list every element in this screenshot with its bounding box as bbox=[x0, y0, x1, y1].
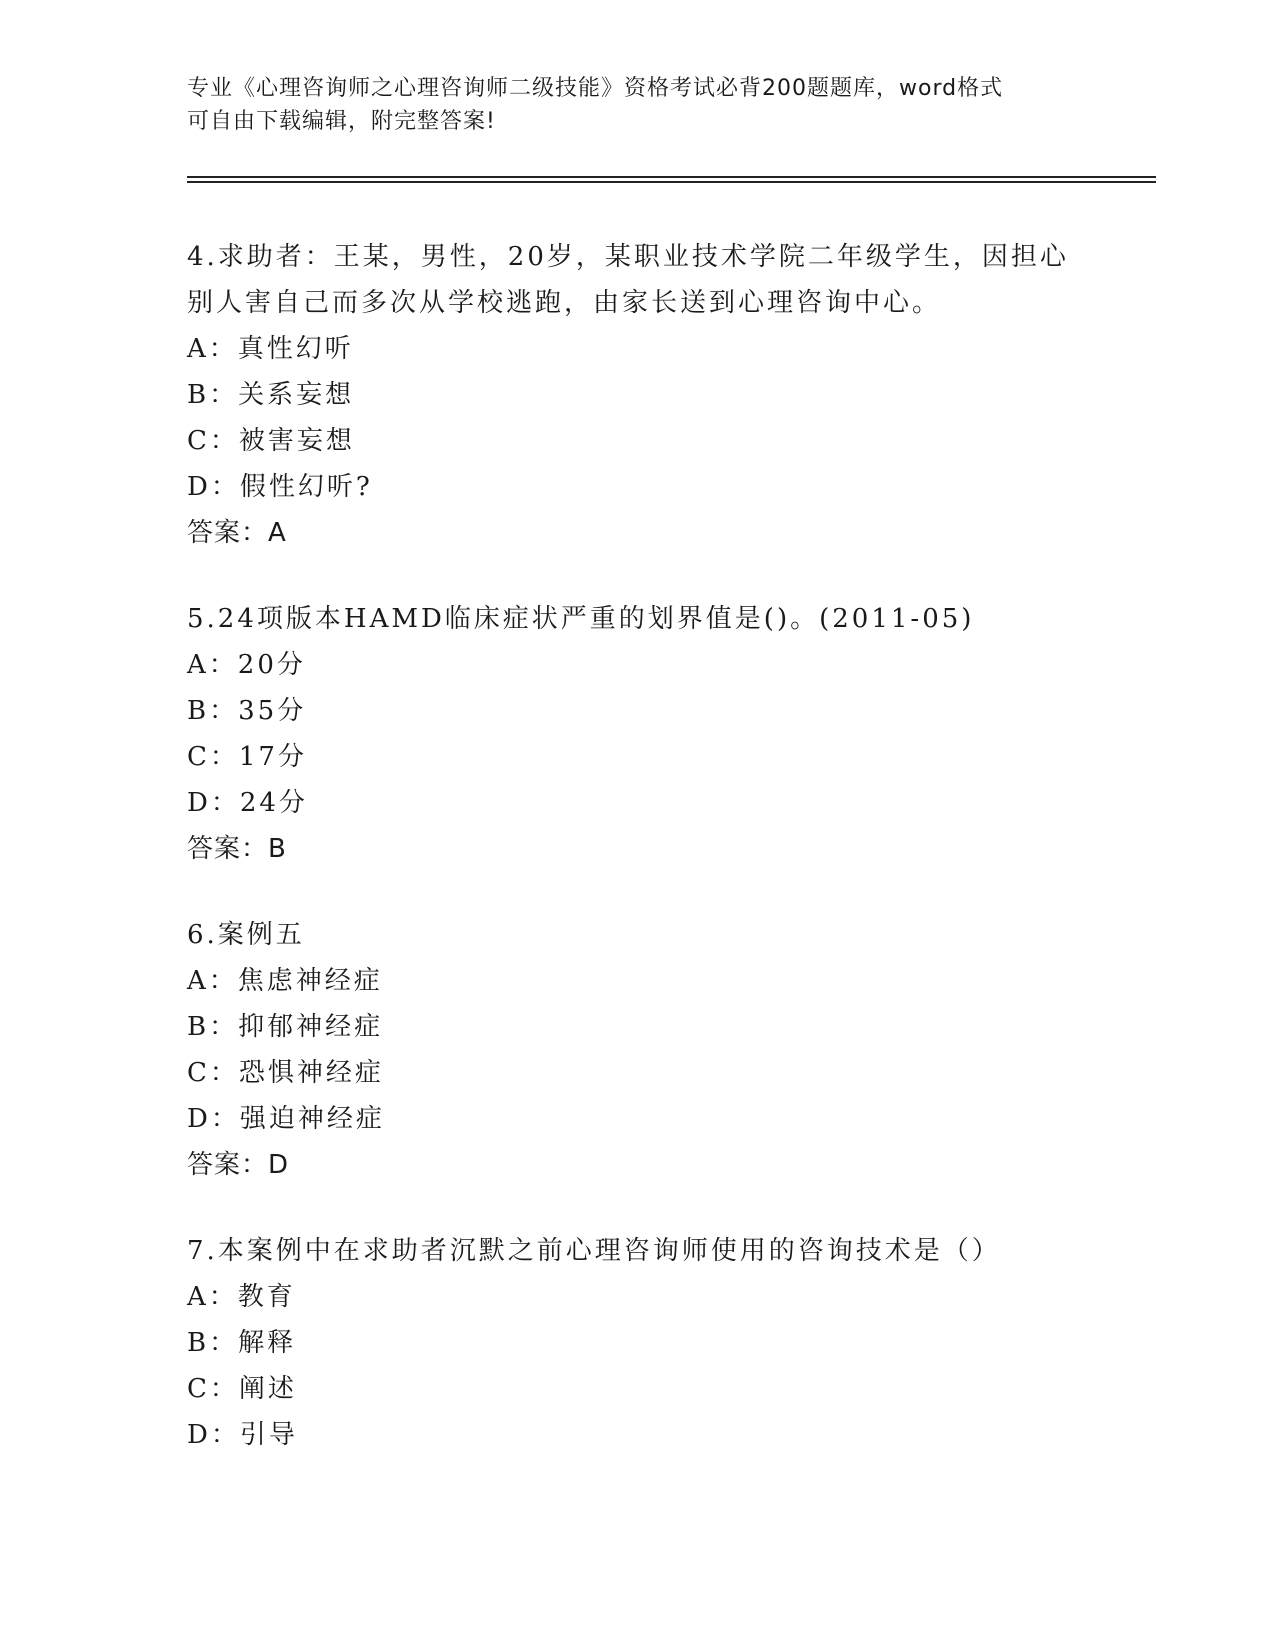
header-divider-top bbox=[187, 176, 1156, 178]
question-stem: 6.案例五 bbox=[187, 920, 305, 950]
question-4 bbox=[187, 234, 1087, 556]
question-6 bbox=[187, 912, 1087, 1188]
option-c: C：17分 bbox=[187, 742, 307, 772]
header-line-2: 可自由下载编辑，附完整答案! bbox=[187, 109, 496, 134]
header-line-1: 专业《心理咨询师之心理咨询师二级技能》资格考试必背200题题库，word格式 bbox=[187, 76, 1004, 101]
option-a: A：20分 bbox=[187, 650, 306, 680]
option-d: D：引导 bbox=[187, 1420, 298, 1450]
option-a: A：焦虑神经症 bbox=[187, 966, 383, 996]
option-b: B：解释 bbox=[187, 1328, 297, 1358]
question-5 bbox=[187, 596, 1087, 872]
question-stem: 7.本案例中在求助者沉默之前心理咨询师使用的咨询技术是（） bbox=[187, 1236, 1001, 1266]
option-a: A：教育 bbox=[187, 1282, 296, 1312]
question-list bbox=[187, 234, 1087, 1498]
option-d: D：24分 bbox=[187, 788, 308, 818]
option-c: C：恐惧神经症 bbox=[187, 1058, 384, 1088]
option-c: C：阐述 bbox=[187, 1374, 297, 1404]
option-c: C：被害妄想 bbox=[187, 426, 355, 456]
answer-label: 答案：B bbox=[187, 834, 287, 864]
question-7 bbox=[187, 1228, 1087, 1458]
option-b: B：35分 bbox=[187, 696, 307, 726]
header-divider-bottom bbox=[187, 181, 1156, 183]
option-d: D：假性幻听? bbox=[187, 472, 373, 502]
option-d: D：强迫神经症 bbox=[187, 1104, 385, 1134]
option-a: A：真性幻听 bbox=[187, 334, 354, 364]
option-b: B：关系妄想 bbox=[187, 380, 355, 410]
answer-label: 答案：A bbox=[187, 518, 287, 548]
question-stem: 4.求助者：王某，男性，20岁，某职业技术学院二年级学生，因担心 bbox=[187, 242, 1069, 272]
question-stem-continued: 别人害自己而多次从学校逃跑，由家长送到心理咨询中心。 bbox=[187, 288, 942, 318]
option-b: B：抑郁神经症 bbox=[187, 1012, 384, 1042]
answer-label: 答案：D bbox=[187, 1150, 290, 1180]
question-stem: 5.24项版本HAMD临床症状严重的划界值是()。(2011-05) bbox=[187, 604, 975, 634]
document-header bbox=[187, 72, 1067, 138]
